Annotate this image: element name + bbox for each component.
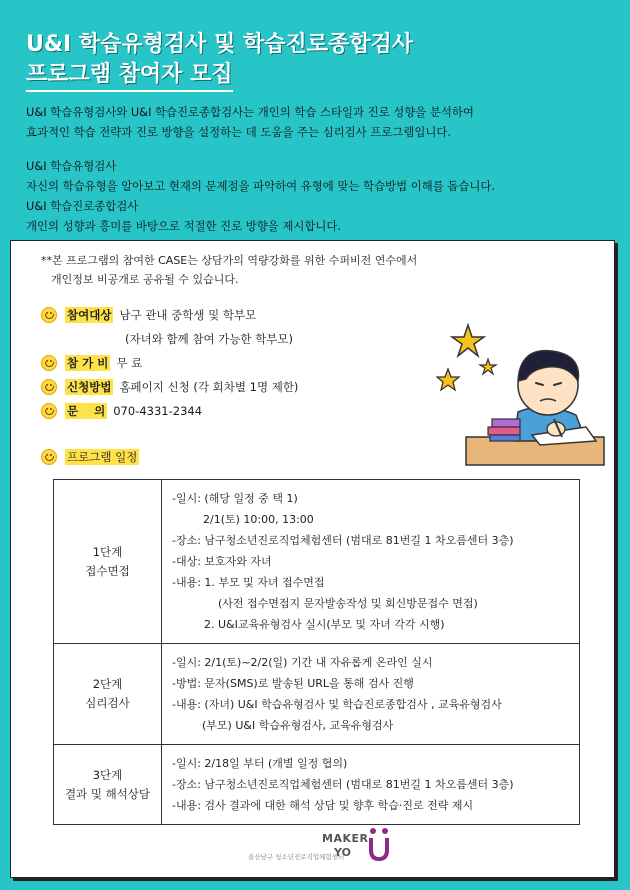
target-value: 남구 관내 중학생 및 학부모 bbox=[119, 308, 257, 322]
schedule-heading bbox=[41, 445, 145, 469]
info-card bbox=[10, 240, 615, 878]
contact-label: 문 의 bbox=[67, 404, 106, 418]
table-row bbox=[54, 480, 580, 644]
logo-you-text: YO bbox=[334, 846, 351, 859]
detail-line: -일시: 2/1(토)~2/2(일) 기간 내 자유롭게 온라인 실시 bbox=[172, 656, 433, 669]
smile-icon bbox=[41, 403, 57, 419]
detail-line: -일시: 2/18일 부터 (개별 일정 협의) bbox=[172, 757, 348, 770]
page-title bbox=[26, 30, 413, 92]
logo-maker-text: MAKER bbox=[322, 832, 369, 845]
table-row bbox=[54, 644, 580, 745]
info-list bbox=[41, 303, 371, 423]
stage-cell bbox=[54, 480, 162, 644]
title-line-1: U&I 학습유형검사 및 학습진로종합검사 bbox=[26, 32, 413, 57]
logo-subtitle: 울산남구 청소년진로직업체험센터 bbox=[248, 853, 345, 861]
apply-value: 홈페이지 신청 (각 회차별 1명 제한) bbox=[119, 380, 299, 394]
info-fee bbox=[41, 351, 371, 375]
logo-u-icon bbox=[368, 826, 390, 862]
book-icon bbox=[488, 427, 520, 435]
stage-step: 1단계 bbox=[92, 544, 123, 559]
info-contact bbox=[41, 399, 371, 423]
contact-value: 070-4331-2344 bbox=[113, 404, 203, 418]
stage-cell bbox=[54, 644, 162, 745]
stage-name: 결과 및 해석상담 bbox=[64, 786, 151, 801]
smile-icon bbox=[41, 379, 57, 395]
detail-line: (부모) U&I 학습유형검사, 교육유형검사 bbox=[202, 719, 394, 732]
detail-line: (사전 접수면접지 문자발송작성 및 회신방문접수 면접) bbox=[218, 597, 478, 610]
detail-line: -방법: 문자(SMS)로 발송된 URL을 통해 검사 진행 bbox=[172, 677, 414, 690]
intro-desc-2: 효과적인 학습 전략과 진로 방향을 설정하는 데 도움을 주는 심리검사 프로그램입니다. bbox=[26, 125, 451, 139]
logo bbox=[248, 824, 404, 870]
detail-line: -내용: 검사 결과에 대한 해석 상담 및 향후 학습·진로 전략 제시 bbox=[172, 799, 474, 812]
schedule-label: 프로그램 일정 bbox=[67, 450, 138, 464]
info-target bbox=[41, 303, 371, 327]
target-label: 참여대상 bbox=[67, 308, 112, 322]
table-row bbox=[54, 745, 580, 825]
schedule-table bbox=[53, 479, 580, 825]
test2-desc: 개인의 성향과 흥미를 바탕으로 적절한 진로 방향을 제시합니다. bbox=[26, 219, 342, 233]
privacy-notice bbox=[41, 251, 511, 289]
info-target-sub bbox=[41, 327, 371, 351]
stage-name: 심리검사 bbox=[85, 696, 130, 710]
stage-name: 접수면접 bbox=[85, 563, 130, 578]
detail-line: -장소: 남구청소년진로직업체험센터 (범대로 81번길 1 차오름센터 3층) bbox=[172, 534, 514, 547]
stage-step: 3단계 bbox=[92, 767, 123, 782]
detail-line: -내용: 1. 부모 및 자녀 접수면접 bbox=[172, 576, 325, 589]
apply-label: 신청방법 bbox=[67, 380, 112, 394]
stage-detail bbox=[162, 745, 580, 825]
star-icon bbox=[480, 359, 496, 374]
notice-line-2: 개인정보 비공개로 공유될 수 있습니다. bbox=[51, 273, 239, 286]
fee-label: 참 가 비 bbox=[67, 356, 109, 370]
detail-line: -대상: 보호자와 자녀 bbox=[172, 555, 272, 568]
test1-desc: 자신의 학습유형을 알아보고 현재의 문제점을 파악하여 유형에 맞는 학습방법 이해를 돕습니다. bbox=[26, 179, 495, 193]
detail-line: 2. U&I교육유형검사 실시(부모 및 자녀 각각 시행) bbox=[204, 618, 445, 631]
book-icon bbox=[492, 419, 520, 427]
test1-name: U&I 학습유형검사 bbox=[26, 159, 117, 173]
detail-line: -내용: (자녀) U&I 학습유형검사 및 학습진로종합검사 , 교육유형검사 bbox=[172, 698, 502, 711]
stage-detail bbox=[162, 644, 580, 745]
studying-student-illustration bbox=[436, 317, 606, 467]
title-line-2: 프로그램 참여자 모집 bbox=[26, 60, 233, 92]
info-apply bbox=[41, 375, 371, 399]
star-icon bbox=[452, 325, 484, 356]
smile-icon bbox=[41, 307, 57, 323]
notice-line-1: **본 프로그램의 참여한 CASE는 상담가의 역량강화를 위한 수퍼비전 연수에서 bbox=[41, 254, 418, 267]
smile-icon bbox=[41, 355, 57, 371]
stage-cell bbox=[54, 745, 162, 825]
detail-line: -장소: 남구청소년진로직업체험센터 (범대로 81번길 1 차오름센터 3층) bbox=[172, 778, 514, 791]
smile-icon bbox=[41, 449, 57, 465]
stage-step: 2단계 bbox=[92, 677, 123, 691]
target-sub-value: (자녀와 함께 참여 가능한 학부모) bbox=[125, 332, 294, 346]
stage-detail bbox=[162, 480, 580, 644]
detail-line: -일시: (해당 일정 중 택 1) bbox=[172, 492, 298, 505]
detail-line: 2/1(토) 10:00, 13:00 bbox=[203, 513, 314, 526]
book-icon bbox=[490, 435, 520, 441]
star-icon bbox=[437, 369, 459, 390]
test2-name: U&I 학습진로종합검사 bbox=[26, 199, 139, 213]
intro-section bbox=[26, 102, 616, 236]
intro-desc-1: U&I 학습유형검사와 U&I 학습진로종합검사는 개인의 학습 스타일과 진로 성향을 분석하여 bbox=[26, 105, 474, 119]
fee-value: 무 료 bbox=[116, 356, 143, 370]
